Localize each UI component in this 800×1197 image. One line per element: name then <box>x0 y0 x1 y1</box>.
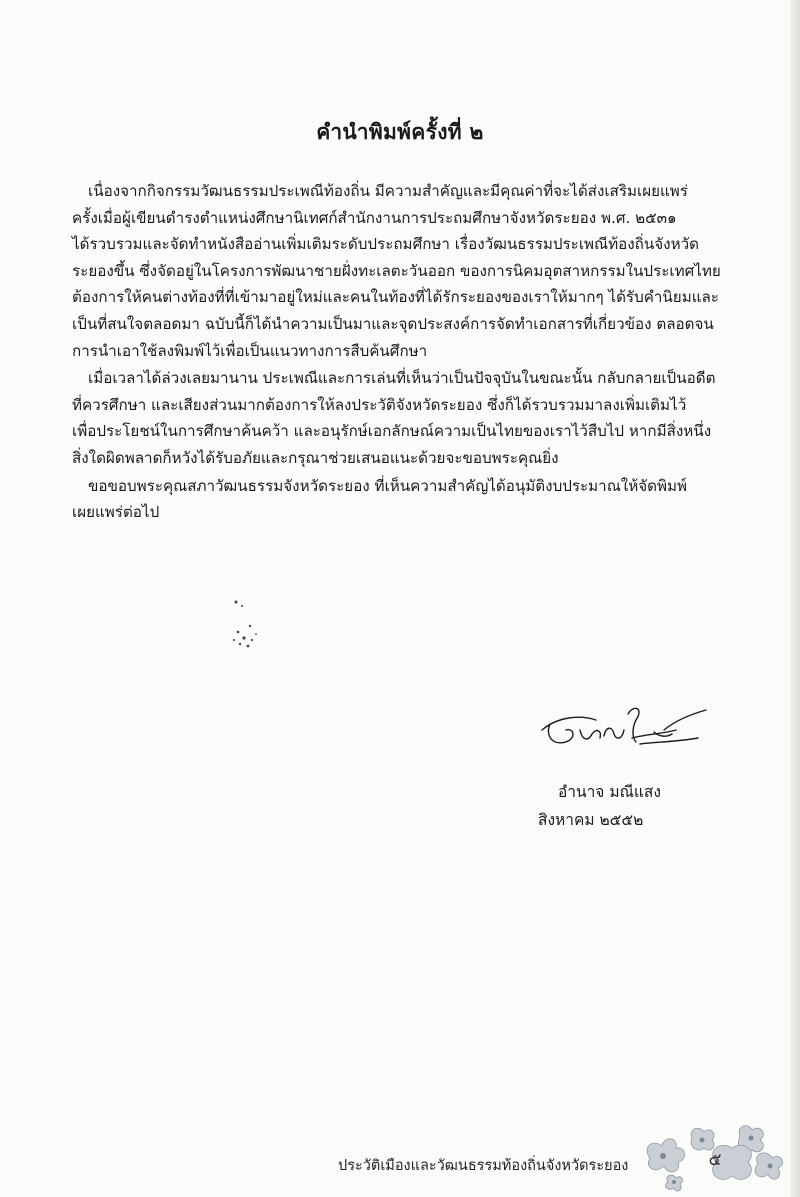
paragraph-line: ครั้งเมื่อผู้เขียนดำรงตำแหน่งศึกษานิเทศก์สำนักงานการประถมศึกษาจังหวัดระยอง พ.ศ. ๒๕๓๑ <box>72 208 677 227</box>
paragraph-line: ที่ควรศึกษา และเสียงส่วนมากต้องการให้ลงประวัติจังหวัดระยอง ซึ่งก็ได้รวบรวมมาลงเพิ่มเติมไว้ <box>72 395 687 414</box>
paragraph-line: เผยแพร่ต่อไป <box>72 503 160 522</box>
page-edge <box>790 0 800 1197</box>
paragraph-line: การนำเอาใช้ลงพิมพ์ไว้เพื่อเป็นแนวทางการสืบค้นศึกษา <box>72 341 428 360</box>
author-signature <box>536 700 716 770</box>
author-name: อำนาจ มณีแสง <box>558 783 661 801</box>
paragraph-3 <box>72 473 790 526</box>
paragraph-line: เมื่อเวลาได้ล่วงเลยมานาน ประเพณีและการเล่นที่เห็นว่าเป็นปัจจุบันในขณะนั้น กลับกลายเป็นอดีต <box>88 369 716 388</box>
paragraph-line: ขอขอบพระคุณสภาวัฒนธรรมจังหวัดระยอง ที่เห็นความสำคัญได้อนุมัติงบประมาณให้จัดพิมพ์ <box>88 476 688 495</box>
page-number: ๕ <box>708 1150 722 1170</box>
paragraph-line: ระยองขึ้น ซึ่งจัดอยู่ในโครงการพัฒนาชายฝั่งทะเลตะวันออก ของการนิคมอุตสาหกรรมในประเทศไทย <box>72 261 721 280</box>
paragraph-line: สิ่งใดผิดพลาดก็หวังได้รับอภัยและกรุณาช่วยเสนอแนะด้วยจะขอบพระคุณยิ่ง <box>72 448 559 467</box>
author-date: สิงหาคม ๒๕๕๒ <box>538 811 644 829</box>
footer-book-title: ประวัติเมืองและวัฒนธรรมท้องถิ่นจังหวัดระยอง <box>338 1158 629 1174</box>
paragraph-line: เนื่องจากกิจกรรมวัฒนธรรมประเพณีท้องถิ่น มีความสำคัญและมีคุณค่าที่จะได้ส่งเสริมเผยแพร่ <box>88 182 688 200</box>
paragraph-line: ได้รวบรวมและจัดทำหนังสืออ่านเพิ่มเติมระดับประถมศึกษา เรื่องวัฒนธรรมประเพณีท้องถิ่นจังหวัด <box>72 235 699 254</box>
paragraph-line: เพื่อประโยชน์ในการศึกษาค้นคว้า และอนุรักษ์เอกลักษณ์ความเป็นไทยของเราไว้สืบไป หากมีสิ่งหนึ่ง <box>72 422 712 441</box>
paragraph-1 <box>72 178 790 364</box>
paragraph-2 <box>72 365 790 471</box>
ink-smudge-mark <box>228 596 268 656</box>
paragraph-line: ต้องการให้คนต่างท้องที่ที่เข้ามาอยู่ใหม่และคนในท้องที่ได้รักระยองของเราให้มากๆ ได้รับคำนิยมและ <box>72 288 719 307</box>
paragraph-line: เป็นที่สนใจตลอดมา ฉบับนี้ก็ได้นำความเป็นมาและจุดประสงค์การจัดทำเอกสารที่เกี่ยวข้อง ตลอดจน <box>72 314 714 333</box>
preface-body <box>72 178 790 526</box>
page-title: คำนำพิมพ์ครั้งที่ ๒ <box>316 119 484 144</box>
